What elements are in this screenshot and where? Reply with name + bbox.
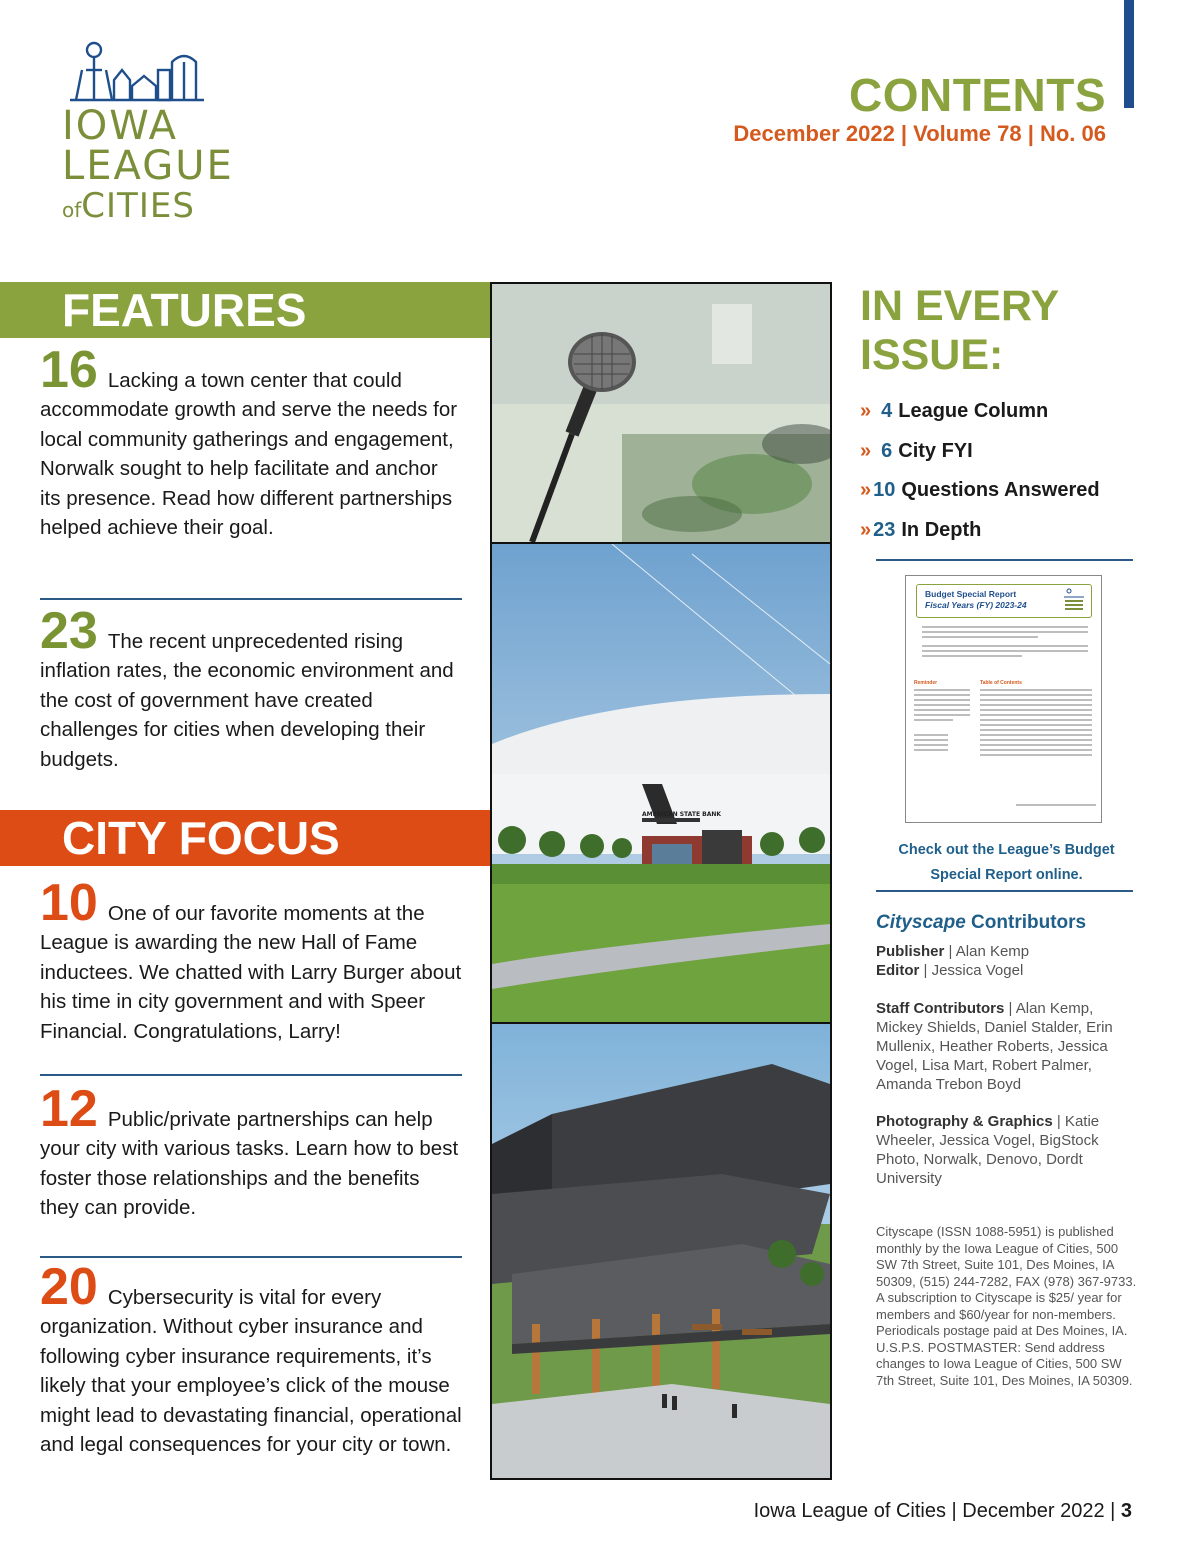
credit-label: Editor: [876, 962, 920, 979]
feature-item[interactable]: [40, 602, 462, 774]
university-image: [492, 1024, 830, 1478]
credit-value: | Katie Wheeler, Jessica Vogel, BigStock Photo, Norwalk, Denovo, Dordt University: [876, 1113, 1100, 1187]
feature-item[interactable]: [40, 341, 462, 542]
arena-rendering-photo: [490, 542, 832, 1024]
divider: [876, 559, 1133, 561]
thumbnail-footer: [1016, 804, 1096, 806]
footer-text: Iowa League of Cities | December 2022 |: [753, 1500, 1121, 1522]
publication-legal-notice: Cityscape (ISSN 1088-5951) is published monthly by the Iowa League of Cities, 500 SW 7th Street, Suite 101, Des Moines, IA 50309, (515) 244-7282, FAX (978) 367-9733. A subscription to Cityscape is $25/ year for members and $60/year for non-members. Periodicals postage paid at Des Moines, IA. U.S.P.S. POSTMASTER: Send address changes to Iowa League of Cities, 500 SW 7th Street, Suite 101, Des Moines, IA 50309.: [876, 1224, 1137, 1388]
city-focus-description: One of our favorite moments at the League is awarding the new Hall of Fame inductees. We chatted with Larry Burger about his time in city government and with Speer Financial. Congratulations, Larry!: [40, 902, 462, 1043]
list-item[interactable]: [860, 397, 1100, 437]
chevron-icon: »: [860, 400, 872, 422]
contributors-heading-rest: Contributors: [965, 912, 1087, 933]
page-footer: [754, 1500, 1132, 1523]
list-item-label: In Depth: [901, 518, 982, 541]
logo-wordmark: [62, 103, 234, 230]
page-number: 20: [40, 1258, 98, 1316]
microphone-image: [492, 284, 830, 542]
page-number: 4: [881, 400, 893, 422]
header-accent-bar: [1124, 0, 1134, 108]
credit-value: | Jessica Vogel: [919, 962, 1024, 979]
iowa-league-logo: [62, 40, 234, 226]
divider: [876, 890, 1133, 892]
in-every-issue-list: [860, 397, 1100, 555]
university-rendering-photo: [490, 1022, 832, 1480]
credit-label: Publisher: [876, 943, 945, 960]
contributors-heading: [876, 912, 1086, 934]
heading-line: ISSUE:: [860, 331, 1004, 379]
logo-line-iowa: IOWA: [62, 103, 179, 149]
thumbnail-toc-title: Table of Contents: [980, 680, 1022, 686]
editor-credit: [876, 961, 1138, 980]
list-item-label: City FYI: [898, 439, 973, 462]
issue-info: December 2022 | Volume 78 | No. 06: [733, 121, 1106, 146]
city-focus-heading: CITY FOCUS: [0, 810, 490, 866]
page-number: 6: [881, 439, 893, 462]
credit-value: | Alan Kemp: [944, 943, 1030, 960]
list-item[interactable]: [860, 516, 1100, 556]
divider: [40, 598, 462, 600]
list-item[interactable]: [860, 476, 1100, 516]
page-number: 23: [873, 518, 896, 541]
page-number: 23: [40, 602, 98, 660]
staff-credit: [876, 999, 1138, 1094]
footer-page-number: 3: [1120, 1500, 1132, 1522]
thumbnail-body-text: [922, 626, 1088, 660]
budget-report-link[interactable]: Check out the League’s Budget Special Report online.: [898, 842, 1115, 883]
thumbnail-logo-icon: [1061, 587, 1087, 615]
thumbnail-title: [925, 589, 1027, 611]
building-sign: AMERICAN STATE BANK: [642, 811, 722, 818]
photography-credit: [876, 1112, 1138, 1188]
budget-report-thumbnail[interactable]: [905, 575, 1102, 823]
logo-of: of: [62, 198, 82, 222]
chevron-icon: »: [860, 518, 872, 541]
logo-line-cities: [62, 186, 234, 230]
arena-image: [492, 544, 830, 1022]
page-number: 10: [40, 874, 98, 932]
divider: [40, 1074, 462, 1076]
page-number: 12: [40, 1080, 98, 1138]
logo-line-league: LEAGUE: [62, 143, 234, 189]
page-number: 16: [40, 341, 98, 399]
publisher-credit: [876, 942, 1138, 961]
divider: [40, 1256, 462, 1258]
features-heading: FEATURES: [0, 282, 490, 338]
credit-value: | Alan Kemp, Mickey Shields, Daniel Stalder, Erin Mullenix, Heather Roberts, Jessica Vogel, Lisa Mart, Robert Palmer, Amanda Trebon Boyd: [876, 1000, 1113, 1093]
list-item-label: Questions Answered: [901, 479, 1100, 501]
page-title: CONTENTS: [849, 69, 1106, 121]
heading-line: IN EVERY: [860, 282, 1060, 330]
feature-description: The recent unprecedented rising inflation rates, the economic environment and the cost of government have created challenges for cities when developing their budgets.: [40, 630, 454, 771]
contributors-heading-italic: Cityscape: [876, 912, 966, 933]
city-focus-item[interactable]: [40, 874, 462, 1046]
thumbnail-sidebar-title: Reminder: [914, 680, 938, 686]
city-focus-description: Public/private partnerships can help your city with various tasks. Learn how to best foster those relationships and the benefits they can provide.: [40, 1108, 459, 1220]
feature-description: Lacking a town center that could accommodate growth and serve the needs for local community gatherings and engagement, Norwalk sought to help facilitate and anchor its presence. Read how different partnerships helped achieve their goal.: [40, 369, 458, 540]
microphone-photo: [490, 282, 832, 544]
city-focus-description: Cybersecurity is vital for every organization. Without cyber insurance and following cyber insurance requirements, it’s likely that your employee’s click of the mouse might lead to devastating financial, operational and legal consequences for your city or town.: [40, 1286, 462, 1457]
list-item-label: League Column: [898, 400, 1049, 422]
list-item[interactable]: [860, 437, 1100, 477]
thumbnail-subtitle: Fiscal Years (FY) 2023-24: [925, 600, 1027, 610]
page-number: 10: [873, 479, 896, 501]
thumbnail-toc: [980, 680, 1092, 759]
thumbnail-title-text: Budget Special Report: [925, 589, 1017, 599]
chevron-icon: »: [860, 479, 872, 501]
thumbnail-sidebar: [914, 680, 970, 758]
city-focus-item[interactable]: [40, 1080, 462, 1223]
chevron-icon: »: [860, 439, 872, 462]
in-every-issue-heading: [860, 282, 1059, 380]
city-focus-item[interactable]: [40, 1258, 462, 1459]
thumbnail-header: [916, 584, 1092, 618]
logo-cities: CITIES: [81, 186, 195, 226]
credit-label: Staff Contributors: [876, 1000, 1005, 1017]
skyline-icon: [62, 40, 212, 102]
credit-label: Photography & Graphics: [876, 1113, 1053, 1130]
